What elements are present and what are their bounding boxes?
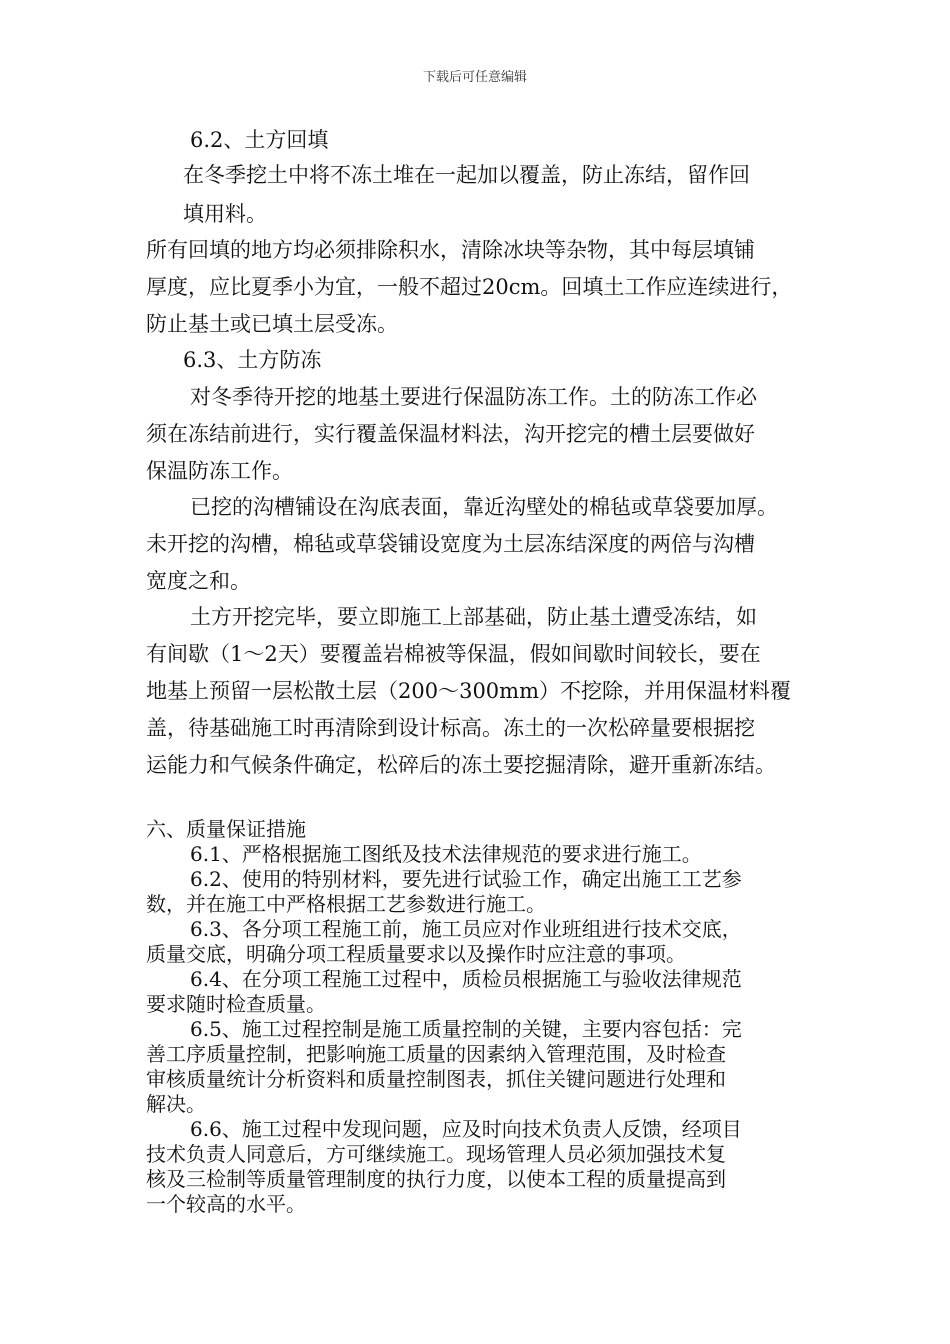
text-line: 防止基土或已填土层受冻。 bbox=[146, 312, 398, 336]
text-line: 地基上预留一层松散土层（200～300mm）不挖除，并用保温材料覆 bbox=[146, 679, 791, 703]
text-line: 所有回填的地方均必须排除积水，清除冰块等杂物，其中每层填铺 bbox=[146, 238, 755, 262]
text-line: 宽度之和。 bbox=[146, 569, 251, 593]
text-line: 技术负责人同意后，方可继续施工。现场管理人员必须加强技术复 bbox=[146, 1142, 726, 1166]
text-line: 6.2、使用的特别材料，要先进行试验工作，确定出施工工艺参 bbox=[190, 867, 742, 891]
text-line: 6.3、土方防冻 bbox=[183, 348, 322, 372]
text-line: 运能力和气候条件确定，松碎后的冻土要挖掘清除，避开重新冻结。 bbox=[146, 753, 776, 777]
text-line: 须在冻结前进行，实行覆盖保温材料法，沟开挖完的槽土层要做好 bbox=[146, 422, 755, 446]
text-line: 对冬季待开挖的地基土要进行保温防冻工作。土的防冻工作必 bbox=[190, 385, 757, 409]
text-line: 解决。 bbox=[146, 1092, 206, 1116]
text-line: 要求随时检查质量。 bbox=[146, 992, 326, 1016]
text-line: 6.2、土方回填 bbox=[190, 128, 329, 152]
text-line: 有间歇（1～2天）要覆盖岩棉被等保温，假如间歇时间较长，要在 bbox=[146, 642, 761, 666]
text-line: 厚度，应比夏季小为宜，一般不超过20cm。回填土工作应连续进行， bbox=[146, 275, 793, 299]
text-line: 盖，待基础施工时再清除到设计标高。冻土的一次松碎量要根据挖 bbox=[146, 716, 755, 740]
text-line: 未开挖的沟槽，棉毡或草袋铺设宽度为土层冻结深度的两倍与沟槽 bbox=[146, 532, 755, 556]
text-line: 6.1、严格根据施工图纸及技术法律规范的要求进行施工。 bbox=[190, 842, 702, 866]
text-line: 在冬季挖土中将不冻土堆在一起加以覆盖，防止冻结，留作回 bbox=[183, 163, 750, 187]
text-line: 保温防冻工作。 bbox=[146, 459, 293, 483]
text-line: 质量交底，明确分项工程质量要求以及操作时应注意的事项。 bbox=[146, 942, 686, 966]
text-line: 6.4、在分项工程施工过程中，质检员根据施工与验收法律规范 bbox=[190, 967, 742, 991]
text-line: 填用料。 bbox=[183, 202, 267, 226]
text-line: 一个较高的水平。 bbox=[146, 1192, 306, 1216]
page-header: 下载后可任意编辑 bbox=[422, 70, 527, 85]
text-line: 土方开挖完毕，要立即施工上部基础，防止基土遭受冻结，如 bbox=[190, 605, 757, 629]
text-line: 审核质量统计分析资料和质量控制图表，抓住关键问题进行处理和 bbox=[146, 1067, 726, 1091]
text-line: 核及三检制等质量管理制度的执行力度，以使本工程的质量提高到 bbox=[146, 1167, 726, 1191]
text-line: 6.6、施工过程中发现问题，应及时向技术负责人反馈，经项目 bbox=[190, 1117, 742, 1141]
text-line: 6.3、各分项工程施工前，施工员应对作业班组进行技术交底， bbox=[190, 917, 742, 941]
text-line: 数，并在施工中严格根据工艺参数进行施工。 bbox=[146, 892, 546, 916]
text-line: 已挖的沟槽铺设在沟底表面，靠近沟壁处的棉毡或草袋要加厚。 bbox=[190, 495, 778, 519]
text-line: 善工序质量控制，把影响施工质量的因素纳入管理范围，及时检查 bbox=[146, 1042, 726, 1066]
text-line: 6.5、施工过程控制是施工质量控制的关键，主要内容包括：完 bbox=[190, 1017, 742, 1041]
text-line: 六、质量保证措施 bbox=[146, 817, 306, 841]
